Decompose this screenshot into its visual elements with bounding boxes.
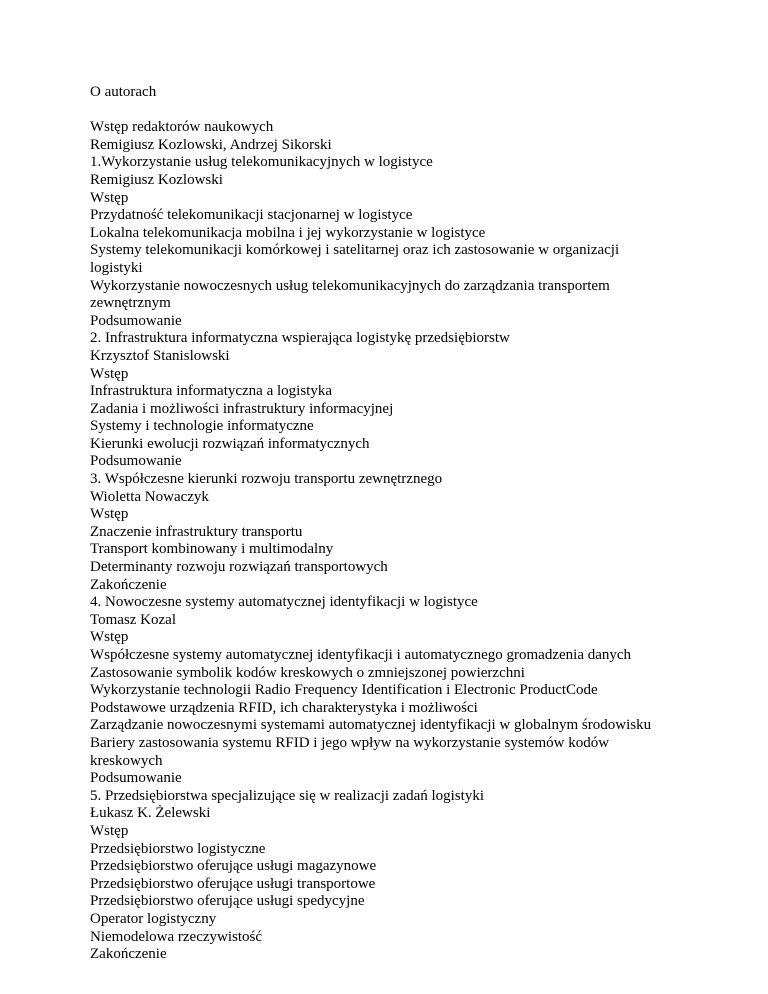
toc-line: logistyki: [90, 259, 143, 276]
toc-line: Wstęp redaktorów naukowych: [90, 119, 274, 136]
toc-line: Krzysztof Stanislowski: [90, 347, 230, 364]
toc-line: Zakończenie: [90, 946, 167, 963]
toc-line: Kierunki ewolucji rozwiązań informatycznych: [90, 435, 370, 452]
toc-line: Remigiusz Kozlowski, Andrzej Sikorski: [90, 136, 332, 153]
toc-line: Podstawowe urządzenia RFID, ich charakterystyka i możliwości: [90, 699, 478, 716]
toc-line: Przedsiębiorstwo oferujące usługi magazynowe: [90, 858, 377, 875]
toc-line: kreskowych: [90, 752, 163, 769]
toc-line: Podsumowanie: [90, 453, 182, 470]
toc-line: Przydatność telekomunikacji stacjonarnej w logistyce: [90, 207, 413, 224]
toc-line: 4. Nowoczesne systemy automatycznej identyfikacji w logistyce: [90, 594, 478, 611]
toc-line: Przedsiębiorstwo logistyczne: [90, 840, 266, 857]
toc-line: Przedsiębiorstwo oferujące usługi spedycyjne: [90, 893, 365, 910]
toc-line: 1.Wykorzystanie usług telekomunikacyjnych w logistyce: [90, 154, 433, 171]
document-heading: O autorach: [90, 84, 157, 100]
toc-line: Wstęp: [90, 629, 129, 646]
toc-line: 5. Przedsiębiorstwa specjalizujące się w realizacji zadań logistyki: [90, 787, 485, 804]
toc-line: 2. Infrastruktura informatyczna wspierająca logistykę przedsiębiorstw: [90, 330, 510, 347]
toc-line: 3. Współczesne kierunki rozwoju transportu zewnętrznego: [90, 471, 443, 488]
table-of-contents: [90, 119, 730, 964]
toc-line: Transport kombinowany i multimodalny: [90, 541, 334, 558]
toc-line: Operator logistyczny: [90, 910, 217, 927]
toc-line: Wioletta Nowaczyk: [90, 488, 209, 505]
toc-line: Łukasz K. Żelewski: [90, 805, 211, 822]
toc-line: Infrastruktura informatyczna a logistyka: [90, 383, 332, 400]
toc-line: Zastosowanie symbolik kodów kreskowych o zmniejszonej powierzchni: [90, 664, 525, 681]
toc-line: Zarządzanie nowoczesnymi systemami automatycznej identyfikacji w globalnym środowisku: [90, 717, 652, 734]
document-page: [90, 84, 730, 964]
toc-line: Wykorzystanie technologii Radio Frequency Identification i Electronic ProductCode: [90, 682, 598, 699]
toc-line: Podsumowanie: [90, 312, 182, 329]
toc-line: Wstęp: [90, 506, 129, 523]
toc-line: Przedsiębiorstwo oferujące usługi transportowe: [90, 875, 376, 892]
toc-line: Systemy telekomunikacji komórkowej i satelitarnej oraz ich zastosowanie w organizacji: [90, 242, 620, 259]
toc-line: Wykorzystanie nowoczesnych usług telekomunikacyjnych do zarządzania transportem: [90, 277, 610, 294]
toc-line: Znaczenie infrastruktury transportu: [90, 523, 303, 540]
toc-line: Tomasz Kozal: [90, 611, 177, 628]
toc-line: Wstęp: [90, 822, 129, 839]
toc-line: Zadania i możliwości infrastruktury informacyjnej: [90, 400, 394, 417]
toc-line: Zakończenie: [90, 576, 167, 593]
toc-line: Bariery zastosowania systemu RFID i jego wpływ na wykorzystanie systemów kodów: [90, 734, 610, 751]
toc-line: Determinanty rozwoju rozwiązań transportowych: [90, 559, 388, 576]
toc-line: zewnętrznym: [90, 295, 171, 312]
toc-line: Niemodelowa rzeczywistość: [90, 928, 263, 945]
toc-line: Wstęp: [90, 189, 129, 206]
toc-line: Wstęp: [90, 365, 129, 382]
toc-line: Współczesne systemy automatycznej identyfikacji i automatycznego gromadzenia danych: [90, 647, 632, 663]
toc-line: Lokalna telekomunikacja mobilna i jej wykorzystanie w logistyce: [90, 224, 486, 241]
toc-line: Systemy i technologie informatyczne: [90, 418, 314, 435]
toc-line: Remigiusz Kozlowski: [90, 171, 223, 188]
toc-line: Podsumowanie: [90, 770, 182, 787]
